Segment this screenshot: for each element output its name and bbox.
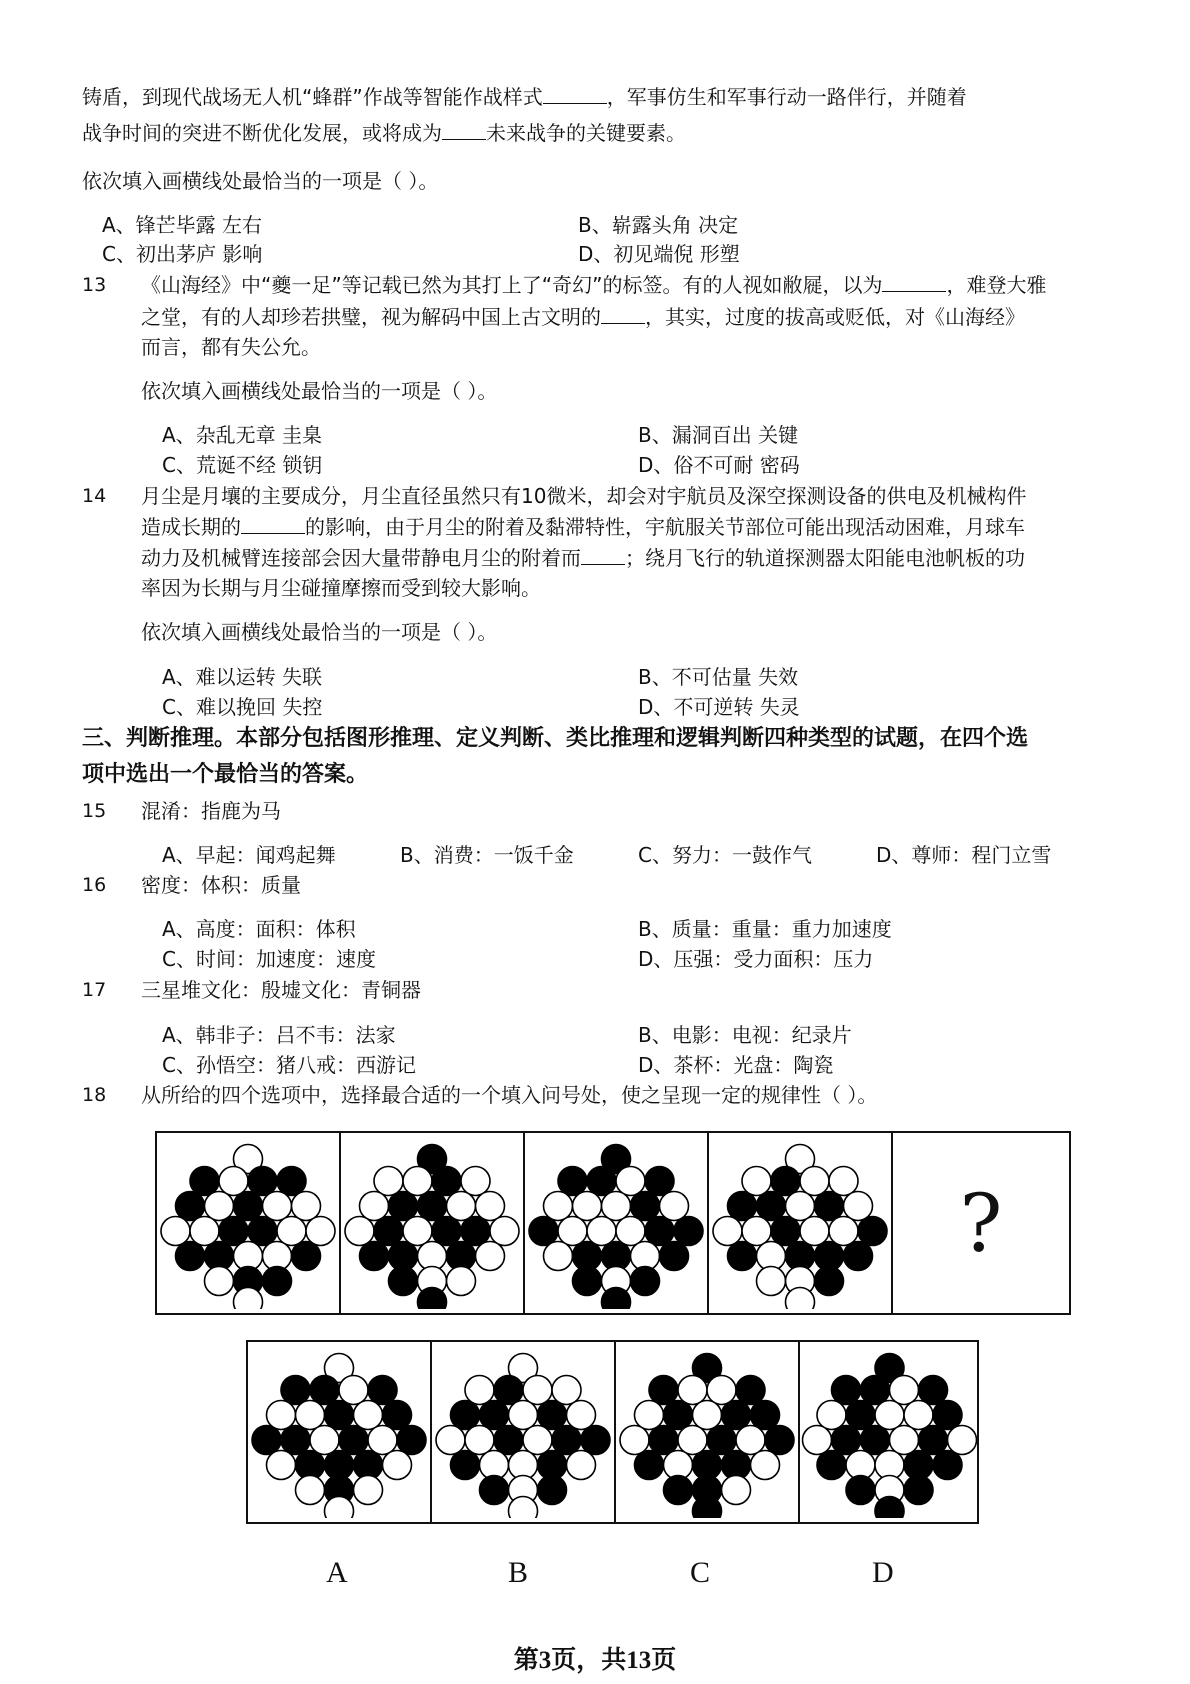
white-circle xyxy=(296,1476,325,1505)
black-circle xyxy=(904,1476,933,1505)
option-label-b[interactable]: B xyxy=(508,1556,529,1589)
white-circle xyxy=(552,1376,581,1405)
white-circle xyxy=(707,1376,736,1405)
white-circle xyxy=(602,1192,631,1221)
q14-option-d[interactable]: D、不可逆转 失灵 xyxy=(638,695,800,719)
white-circle xyxy=(803,1426,832,1455)
black-circle xyxy=(631,1267,660,1296)
white-circle xyxy=(523,1376,552,1405)
white-circle xyxy=(306,1217,335,1246)
blank xyxy=(882,273,946,292)
q14-option-b[interactable]: B、不可估量 失效 xyxy=(638,665,799,689)
black-circle xyxy=(844,1242,873,1271)
black-circle xyxy=(765,1426,794,1455)
black-circle xyxy=(933,1401,962,1430)
black-circle xyxy=(664,1476,693,1505)
black-circle xyxy=(418,1288,447,1310)
black-circle xyxy=(190,1167,219,1196)
white-circle xyxy=(345,1217,374,1246)
q12-prompt: 依次填入画横线处最恰当的一项是（ ）。 xyxy=(82,169,439,193)
white-circle xyxy=(616,1167,645,1196)
white-circle xyxy=(205,1192,234,1221)
q17-number: 17 xyxy=(82,979,107,1001)
black-circle xyxy=(919,1376,948,1405)
option-label-a[interactable]: A xyxy=(326,1556,348,1589)
black-circle xyxy=(383,1401,412,1430)
black-circle xyxy=(558,1167,587,1196)
white-circle xyxy=(360,1192,389,1221)
q16-option-d[interactable]: D、压强：受力面积：压力 xyxy=(638,947,874,971)
black-circle xyxy=(587,1167,616,1196)
q17-option-a[interactable]: A、韩非子：吕不韦：法家 xyxy=(162,1023,396,1047)
white-circle xyxy=(678,1426,707,1455)
black-circle xyxy=(645,1167,674,1196)
black-circle xyxy=(846,1401,875,1430)
black-circle xyxy=(374,1217,403,1246)
white-circle xyxy=(403,1167,432,1196)
white-circle xyxy=(875,1401,904,1430)
black-circle xyxy=(635,1451,664,1480)
section-3-heading-line1: 三、判断推理。本部分包括图形推理、定义判断、类比推理和逻辑判断四种类型的试题，在四个选 xyxy=(82,726,1029,751)
q16-stem: 密度：体积：质量 xyxy=(141,873,301,897)
option-figure-d[interactable] xyxy=(800,1342,979,1522)
q18-question-figures xyxy=(155,1131,1071,1315)
q12-option-c[interactable]: C、初出茅庐 影响 xyxy=(102,242,263,266)
black-circle xyxy=(480,1401,509,1430)
white-circle xyxy=(800,1217,829,1246)
white-circle xyxy=(817,1401,846,1430)
white-circle xyxy=(277,1217,306,1246)
black-circle xyxy=(649,1426,678,1455)
white-circle xyxy=(296,1401,325,1430)
q17-stem: 三星堆文化：殷墟文化：青铜器 xyxy=(141,978,421,1002)
black-circle xyxy=(660,1242,689,1271)
white-circle xyxy=(786,1288,815,1310)
white-circle xyxy=(713,1217,742,1246)
white-circle xyxy=(461,1167,490,1196)
white-circle xyxy=(447,1267,476,1296)
black-circle xyxy=(815,1267,844,1296)
white-circle xyxy=(509,1401,538,1430)
white-circle xyxy=(339,1376,368,1405)
blank xyxy=(442,121,486,140)
black-circle xyxy=(602,1288,631,1310)
white-circle xyxy=(678,1376,707,1405)
white-circle xyxy=(325,1497,354,1519)
white-circle xyxy=(742,1217,771,1246)
q13-option-a[interactable]: A、杂乱无章 圭臬 xyxy=(162,423,323,447)
white-circle xyxy=(465,1376,494,1405)
white-circle xyxy=(267,1401,296,1430)
black-circle xyxy=(736,1376,765,1405)
white-circle xyxy=(263,1192,292,1221)
white-circle xyxy=(310,1426,339,1455)
black-circle xyxy=(751,1401,780,1430)
white-circle xyxy=(368,1426,397,1455)
q13-line1: 《山海经》中“夔一足”等记载已然为其打上了“奇幻”的标签。有的人视如敝屣，以为 ，难登大雅 xyxy=(141,273,1047,297)
white-circle xyxy=(383,1451,412,1480)
white-circle xyxy=(219,1167,248,1196)
black-circle xyxy=(693,1497,722,1519)
white-circle xyxy=(190,1217,219,1246)
black-circle xyxy=(248,1167,277,1196)
black-circle xyxy=(858,1217,887,1246)
q13-option-d[interactable]: D、俗不可耐 密码 xyxy=(638,453,800,477)
black-circle xyxy=(771,1217,800,1246)
q13-option-c[interactable]: C、荒诞不经 锁钥 xyxy=(162,453,323,477)
white-circle xyxy=(829,1217,858,1246)
q18-option-figures xyxy=(246,1340,979,1524)
circle-pattern-figure xyxy=(800,1342,979,1518)
black-circle xyxy=(277,1167,306,1196)
circle-pattern-figure xyxy=(709,1133,891,1309)
white-circle xyxy=(447,1192,476,1221)
q16-number: 16 xyxy=(82,874,107,896)
page-footer: 第3页，共13页 xyxy=(513,1647,677,1674)
black-circle xyxy=(432,1217,461,1246)
white-circle xyxy=(465,1426,494,1455)
white-circle xyxy=(742,1167,771,1196)
white-circle xyxy=(403,1217,432,1246)
circle-pattern-figure xyxy=(157,1133,339,1309)
black-circle xyxy=(389,1192,418,1221)
black-circle xyxy=(757,1192,786,1221)
q12-option-d[interactable]: D、初见端倪 形塑 xyxy=(578,242,740,266)
black-circle xyxy=(817,1451,846,1480)
black-circle xyxy=(631,1192,660,1221)
black-circle xyxy=(529,1217,558,1246)
q16-option-a[interactable]: A、高度：面积：体积 xyxy=(162,917,356,941)
white-circle xyxy=(205,1267,234,1296)
black-circle xyxy=(674,1217,703,1246)
question-figure-3 xyxy=(525,1133,709,1313)
black-circle xyxy=(451,1451,480,1480)
white-circle xyxy=(722,1476,751,1505)
black-circle xyxy=(263,1267,292,1296)
white-circle xyxy=(476,1242,505,1271)
white-circle xyxy=(890,1376,919,1405)
circle-pattern-figure xyxy=(616,1342,798,1518)
q13-number: 13 xyxy=(82,274,107,296)
black-circle xyxy=(728,1192,757,1221)
black-circle xyxy=(861,1426,890,1455)
black-circle xyxy=(649,1376,678,1405)
black-circle xyxy=(538,1401,567,1430)
circle-pattern-figure xyxy=(432,1342,614,1518)
q15-option-b[interactable]: B、消费：一饭千金 xyxy=(400,843,574,867)
white-circle xyxy=(751,1451,780,1480)
black-circle xyxy=(252,1426,281,1455)
question-mark: ? xyxy=(959,1176,1003,1270)
white-circle xyxy=(476,1192,505,1221)
white-circle xyxy=(587,1217,616,1246)
black-circle xyxy=(310,1376,339,1405)
black-circle xyxy=(815,1192,844,1221)
black-circle xyxy=(664,1401,693,1430)
black-circle xyxy=(707,1426,736,1455)
black-circle xyxy=(325,1401,354,1430)
black-circle xyxy=(875,1497,904,1519)
black-circle xyxy=(219,1217,248,1246)
white-circle xyxy=(234,1288,263,1310)
white-circle xyxy=(616,1217,645,1246)
black-circle xyxy=(552,1426,581,1455)
q14-line3: 动力及机械臂连接部会因大量带静电月尘的附着而 ；绕月飞行的轨道探测器太阳能电池帆板的功 xyxy=(141,546,1025,570)
black-circle xyxy=(418,1192,447,1221)
white-circle xyxy=(573,1192,602,1221)
white-circle xyxy=(558,1217,587,1246)
black-circle xyxy=(281,1426,310,1455)
white-circle xyxy=(736,1426,765,1455)
q15-option-d[interactable]: D、尊师：程门立雪 xyxy=(876,843,1052,867)
black-circle xyxy=(832,1376,861,1405)
white-circle xyxy=(890,1426,919,1455)
q12-line1: 铸盾，到现代战场无人机“蜂群”作战等智能作战样式 ，军事仿生和军事行动一路伴行，并随着 xyxy=(82,85,967,109)
q12-line2: 战争时间的突进不断优化发展，或将成为 未来战争的关键要素。 xyxy=(82,121,686,145)
white-circle xyxy=(509,1497,538,1519)
q13-prompt: 依次填入画横线处最恰当的一项是（ ）。 xyxy=(141,379,498,403)
black-circle xyxy=(451,1401,480,1430)
circle-pattern-figure xyxy=(248,1342,430,1518)
black-circle xyxy=(861,1376,890,1405)
black-circle xyxy=(360,1242,389,1271)
white-circle xyxy=(904,1401,933,1430)
circle-pattern-figure xyxy=(341,1133,523,1309)
q14-prompt: 依次填入画横线处最恰当的一项是（ ）。 xyxy=(141,620,498,644)
white-circle xyxy=(844,1192,873,1221)
blank xyxy=(241,515,305,534)
option-figure-c[interactable] xyxy=(616,1342,800,1522)
q14-line2: 造成长期的 的影响，由于月尘的附着及黏滞特性，宇航服关节部位可能出现活动困难，月球车 xyxy=(141,515,1025,539)
circle-pattern-figure xyxy=(525,1133,707,1309)
black-circle xyxy=(234,1192,263,1221)
q18-stem: 从所给的四个选项中，选择最合适的一个填入问号处，使之呈现一定的规律性（ ）。 xyxy=(141,1083,878,1107)
white-circle xyxy=(800,1167,829,1196)
q17-option-c[interactable]: C、孙悟空：猪八戒：西游记 xyxy=(162,1053,416,1077)
white-circle xyxy=(267,1451,296,1480)
black-circle xyxy=(480,1476,509,1505)
black-circle xyxy=(176,1242,205,1271)
white-circle xyxy=(829,1167,858,1196)
white-circle xyxy=(948,1426,977,1455)
black-circle xyxy=(722,1401,751,1430)
option-figure-a[interactable] xyxy=(248,1342,432,1522)
q13-line3: 而言，都有失公允。 xyxy=(141,335,321,359)
q15-option-a[interactable]: A、早起：闻鸡起舞 xyxy=(162,843,336,867)
white-circle xyxy=(567,1451,596,1480)
q17-option-b[interactable]: B、电影：电视：纪录片 xyxy=(638,1023,852,1047)
white-circle xyxy=(292,1192,321,1221)
white-circle xyxy=(490,1217,519,1246)
section-3-heading-line2: 项中选出一个最恰当的答案。 xyxy=(82,762,369,787)
black-circle xyxy=(461,1217,490,1246)
white-circle xyxy=(354,1401,383,1430)
white-circle xyxy=(757,1267,786,1296)
white-circle xyxy=(567,1401,596,1430)
black-circle xyxy=(919,1426,948,1455)
q14-line1: 月尘是月壤的主要成分，月尘直径虽然只有10微米，却会对宇航员及深空探测设备的供电及机械构件 xyxy=(141,484,1027,508)
q17-option-d[interactable]: D、茶杯：光盘：陶瓷 xyxy=(638,1053,834,1077)
q15-option-c[interactable]: C、努力：一鼓作气 xyxy=(638,843,812,867)
white-circle xyxy=(544,1242,573,1271)
question-figure-unknown xyxy=(893,1133,1069,1313)
black-circle xyxy=(397,1426,426,1455)
q13-option-b[interactable]: B、漏洞百出 关键 xyxy=(638,423,799,447)
blank xyxy=(601,305,645,324)
question-figure-2 xyxy=(341,1133,525,1313)
blank xyxy=(581,546,625,565)
black-circle xyxy=(933,1451,962,1480)
option-label-c[interactable]: C xyxy=(690,1556,711,1589)
black-circle xyxy=(292,1242,321,1271)
black-circle xyxy=(832,1426,861,1455)
white-circle xyxy=(635,1401,664,1430)
black-circle xyxy=(248,1217,277,1246)
white-circle xyxy=(693,1401,722,1430)
black-circle xyxy=(494,1426,523,1455)
option-figure-b[interactable] xyxy=(432,1342,616,1522)
q14-option-a[interactable]: A、难以运转 失联 xyxy=(162,665,323,689)
white-circle xyxy=(436,1426,465,1455)
q15-number: 15 xyxy=(82,800,107,822)
white-circle xyxy=(161,1217,190,1246)
white-circle xyxy=(660,1192,689,1221)
question-figure-4 xyxy=(709,1133,893,1313)
black-circle xyxy=(728,1242,757,1271)
black-circle xyxy=(432,1167,461,1196)
white-circle xyxy=(523,1426,552,1455)
q12-option-a[interactable]: A、锋芒毕露 左右 xyxy=(102,213,263,237)
white-circle xyxy=(374,1167,403,1196)
black-circle xyxy=(645,1217,674,1246)
black-circle xyxy=(339,1426,368,1455)
black-circle xyxy=(771,1167,800,1196)
q13-line2: 之堂，有的人却珍若拱璧，视为解码中国上古文明的 ，其实，过度的拔高或贬低，对《山海经》 xyxy=(141,305,1025,329)
q14-line4: 率因为长期与月尘碰撞摩擦而受到较大影响。 xyxy=(141,576,541,600)
q18-number: 18 xyxy=(82,1084,107,1106)
question-figure-1 xyxy=(157,1133,341,1313)
q12-option-b[interactable]: B、崭露头角 决定 xyxy=(578,213,739,237)
q14-number: 14 xyxy=(82,485,107,507)
q15-stem: 混淆：指鹿为马 xyxy=(141,799,281,823)
q16-option-b[interactable]: B、质量：重量：重力加速度 xyxy=(638,917,892,941)
black-circle xyxy=(281,1376,310,1405)
white-circle xyxy=(620,1426,649,1455)
black-circle xyxy=(494,1376,523,1405)
black-circle xyxy=(389,1267,418,1296)
q16-option-c[interactable]: C、时间：加速度：速度 xyxy=(162,947,376,971)
q14-option-c[interactable]: C、难以挽回 失控 xyxy=(162,695,323,719)
black-circle xyxy=(538,1476,567,1505)
option-label-d[interactable]: D xyxy=(872,1556,894,1589)
black-circle xyxy=(846,1476,875,1505)
white-circle xyxy=(354,1476,383,1505)
white-circle xyxy=(544,1192,573,1221)
black-circle xyxy=(573,1267,602,1296)
black-circle xyxy=(581,1426,610,1455)
black-circle xyxy=(368,1376,397,1405)
white-circle xyxy=(786,1192,815,1221)
blank xyxy=(543,85,607,104)
black-circle xyxy=(176,1192,205,1221)
